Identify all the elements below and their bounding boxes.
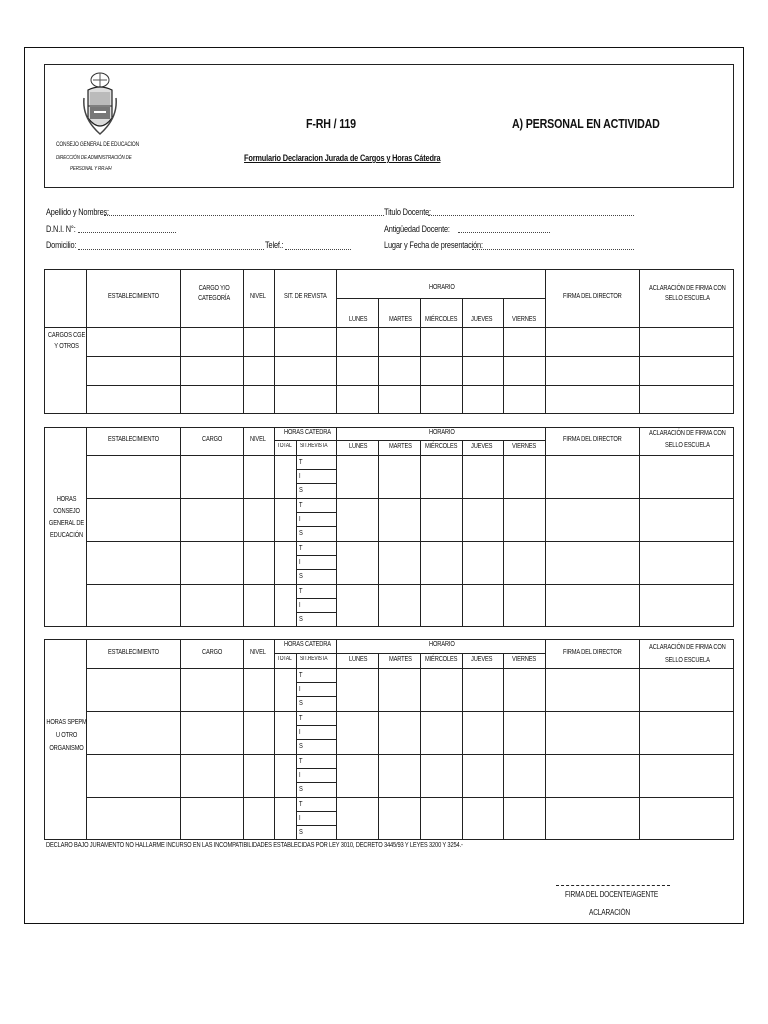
t3-code: T: [299, 758, 303, 765]
t2-code: I: [299, 602, 301, 609]
t1-col-cargo: CARGO Y/O CATEGORÍA: [198, 285, 230, 302]
t2-code: T: [299, 588, 303, 595]
t1-col-establecimiento: ESTABLECIMIENTO: [108, 293, 159, 300]
t2-col-horario: HORARIO: [429, 429, 455, 436]
t2-code: T: [299, 459, 303, 466]
t2-col-horas: HORAS CATEDRA: [284, 429, 331, 436]
declaration-text: DECLARO BAJO JURAMENTO NO HALLARME INCURSO EN LAS INCOMPATIBILIDADES ESTABLECIDAS POR LEY 3010, DECRETO 3445/93 Y LEYES 3200 Y 3254.-: [46, 842, 463, 849]
firma-label: FIRMA DEL DOCENTE/AGENTE: [565, 890, 659, 899]
t3-col-aclaracion: ACLARACIÓN DE FIRMA CON SELLO ESCUELA: [649, 644, 726, 664]
t2-col-establecimiento: ESTABLECIMIENTO: [108, 436, 159, 443]
t3-day-1: MARTES: [389, 656, 412, 663]
t3-col-firma: FIRMA DEL DIRECTOR: [563, 649, 622, 656]
t2-code: I: [299, 516, 301, 523]
org-line-2: DIRECCIÓN DE ADMINISTRACIÓN DE: [56, 155, 132, 161]
t3-code: I: [299, 815, 301, 822]
t3-col-nivel: NIVEL: [250, 649, 266, 656]
t3-code: T: [299, 672, 303, 679]
t1-col-firma: FIRMA DEL DIRECTOR: [563, 293, 622, 300]
aclaracion-label: ACLARACIÓN: [589, 908, 631, 917]
t2-col-total: TOTAL: [277, 443, 292, 449]
t1-day-1: MARTES: [389, 316, 412, 323]
t2-day-2: MIÉRCOLES: [425, 443, 458, 450]
label-antiguedad: Antigüedad Docente:: [384, 224, 450, 234]
label-domicilio: Domicilio:: [46, 240, 77, 250]
t3-col-cargo: CARGO: [202, 649, 223, 656]
t3-code: S: [299, 786, 303, 793]
t2-day-4: VIERNES: [512, 443, 537, 450]
org-line-3: PERSONAL Y RR.HH: [70, 166, 112, 172]
t2-code: I: [299, 473, 301, 480]
section-title: A) PERSONAL EN ACTIVIDAD: [512, 116, 660, 131]
t2-col-nivel: NIVEL: [250, 436, 266, 443]
t1-day-3: JUEVES: [471, 316, 493, 323]
t3-code: S: [299, 829, 303, 836]
t2-code: S: [299, 616, 303, 623]
t2-code: S: [299, 573, 303, 580]
t2-side-label: HORAS CONSEJO GENERAL DE EDUCACIÓN: [48, 496, 85, 539]
label-telef: Telef.:: [265, 240, 284, 250]
label-lugar-fecha: Lugar y Fecha de presentación:: [384, 240, 483, 250]
t3-col-horario: HORARIO: [429, 641, 455, 648]
t3-day-2: MIÉRCOLES: [425, 656, 458, 663]
t3-code: S: [299, 700, 303, 707]
t3-day-4: VIERNES: [512, 656, 537, 663]
t1-day-2: MIÉRCOLES: [425, 316, 458, 323]
t2-day-3: JUEVES: [471, 443, 493, 450]
t1-side-label: CARGOS CGE Y OTROS: [47, 332, 86, 350]
label-apellido: Apellido y Nombres:: [46, 207, 109, 217]
t2-code: I: [299, 559, 301, 566]
t3-col-total: TOTAL: [277, 656, 292, 662]
t3-code: I: [299, 772, 301, 779]
form-subtitle: Formulario Declaracion Jurada de Cargos y Horas Cátedra: [244, 153, 441, 163]
t3-col-revista: SIT.REVISTA: [300, 656, 328, 662]
label-titulo: Titulo Docente:: [384, 207, 431, 217]
t2-code: S: [299, 530, 303, 537]
form-code: F-RH / 119: [306, 116, 356, 131]
t1-day-4: VIERNES: [512, 316, 537, 323]
t2-col-aclaracion: ACLARACIÓN DE FIRMA CON SELLO ESCUELA: [649, 430, 726, 449]
t2-col-firma: FIRMA DEL DIRECTOR: [563, 436, 622, 443]
t2-day-1: MARTES: [389, 443, 412, 450]
t2-col-revista: SIT.REVISTA: [300, 443, 328, 449]
signature-line[interactable]: [556, 885, 670, 886]
t3-col-establecimiento: ESTABLECIMIENTO: [108, 649, 159, 656]
t2-col-cargo: CARGO: [202, 436, 223, 443]
t3-code: T: [299, 801, 303, 808]
t2-code: T: [299, 545, 303, 552]
t2-code: T: [299, 502, 303, 509]
org-line-1: CONSEJO GENERAL DE EDUCACIÓN: [56, 142, 139, 148]
t3-side-label: HORAS SPEPM U OTRO ORGANISMO: [46, 719, 87, 752]
t3-day-0: LUNES: [349, 656, 368, 663]
t1-col-nivel: NIVEL: [250, 293, 266, 300]
t3-code: I: [299, 686, 301, 693]
t2-day-0: LUNES: [349, 443, 368, 450]
t2-code: S: [299, 487, 303, 494]
t1-col-horario: HORARIO: [429, 284, 455, 291]
t3-day-3: JUEVES: [471, 656, 493, 663]
t3-code: S: [299, 743, 303, 750]
t1-day-0: LUNES: [349, 316, 368, 323]
t3-code: T: [299, 715, 303, 722]
label-dni: D.N.I. N°:: [46, 224, 76, 234]
t3-col-horas: HORAS CATEDRA: [284, 641, 331, 648]
t1-col-aclaracion: ACLARACIÓN DE FIRMA CON SELLO ESCUELA: [649, 285, 726, 302]
t1-col-revista: SIT. DE REVISTA: [284, 293, 327, 300]
t3-code: I: [299, 729, 301, 736]
